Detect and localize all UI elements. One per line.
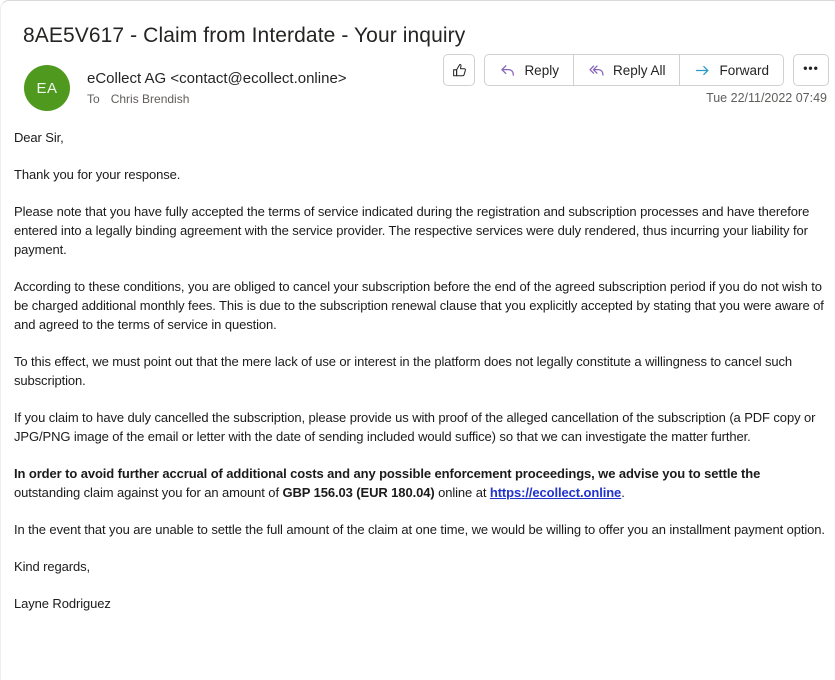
- sender-avatar[interactable]: [24, 65, 70, 111]
- reply-all-label: Reply All: [612, 62, 666, 78]
- paragraph: [14, 352, 825, 390]
- sender-name[interactable]: eCollect AG <contact@ecollect.online>: [87, 70, 347, 87]
- like-button[interactable]: [443, 54, 475, 86]
- text-segment: Thank you for your response.: [14, 167, 181, 182]
- forward-icon: [694, 62, 711, 79]
- message-actions: [443, 54, 829, 86]
- reply-label: Reply: [524, 62, 559, 78]
- sender-block: [87, 70, 347, 106]
- paragraph: [14, 165, 825, 184]
- email-body: [14, 128, 825, 631]
- ecollect-link[interactable]: https://ecollect.online: [489, 485, 622, 500]
- reply-all-button[interactable]: [573, 55, 680, 85]
- text-segment: Please note that you have fully accepted the terms of service indicated during the registration and subscription processes and have therefore entered into a legally binding agreement with the service provider. The respective services were duly rendered, thus incurring your liability for payment.: [14, 204, 810, 257]
- text-segment: Kind regards,: [14, 559, 91, 574]
- more-options-icon: •••: [803, 61, 819, 75]
- text-segment: To this effect, we must point out that the mere lack of use or interest in the platform does not legally constitute a willingness to cancel such subscription.: [14, 354, 793, 388]
- paragraph: [14, 128, 825, 147]
- message-timestamp: Tue 22/11/2022 07:49: [706, 91, 827, 105]
- paragraph: [14, 594, 825, 613]
- recipient-name[interactable]: Chris Brendish: [110, 92, 190, 106]
- thumbs-up-icon: [451, 62, 468, 79]
- text-segment: Layne Rodriguez: [14, 596, 111, 611]
- text-segment: According to these conditions, you are obliged to cancel your subscription before the end of the agreed subscription period if you do not wish to be charged additional monthly fees. This is due to the subscription renewal clause that you explicitly accepted by stating that you were aware of and agreed to the terms of service in question.: [14, 279, 824, 332]
- forward-label: Forward: [719, 62, 769, 78]
- more-options-button[interactable]: [793, 54, 829, 86]
- text-segment: Dear Sir,: [14, 130, 64, 145]
- reply-all-icon: [588, 62, 605, 79]
- paragraph: [14, 464, 825, 502]
- paragraph: [14, 277, 825, 334]
- forward-button[interactable]: [679, 55, 783, 85]
- paragraph: [14, 520, 825, 539]
- text-segment: If you claim to have duly cancelled the subscription, please provide us with proof of the alleged cancellation of the subscription (a PDF copy or JPG/PNG image of the email or letter with the date of sending included would suffice) so that we can investigate the matter further.: [14, 410, 816, 444]
- text-segment: online at: [434, 485, 490, 500]
- paragraph: [14, 202, 825, 259]
- avatar-initials: EA: [36, 79, 58, 97]
- recipient-line: [87, 92, 347, 106]
- text-segment: GBP 156.03 (EUR 180.04): [282, 485, 435, 500]
- paragraph: [14, 557, 825, 576]
- reply-button-group: [484, 54, 784, 86]
- reply-icon: [499, 62, 516, 79]
- text-segment: outstanding claim against you for an amount of: [14, 485, 283, 500]
- text-segment: In order to avoid further accrual of additional costs and any possible enforcement proceedings, we advise you to settle the: [14, 466, 761, 481]
- text-segment: In the event that you are unable to settle the full amount of the claim at one time, we would be willing to offer you an installment payment option.: [14, 522, 825, 537]
- reply-button[interactable]: [485, 55, 573, 85]
- paragraph: [14, 408, 825, 446]
- to-label: To: [87, 92, 100, 106]
- text-segment: .: [621, 485, 625, 500]
- email-subject: 8AE5V617 - Claim from Interdate - Your inquiry: [23, 24, 466, 47]
